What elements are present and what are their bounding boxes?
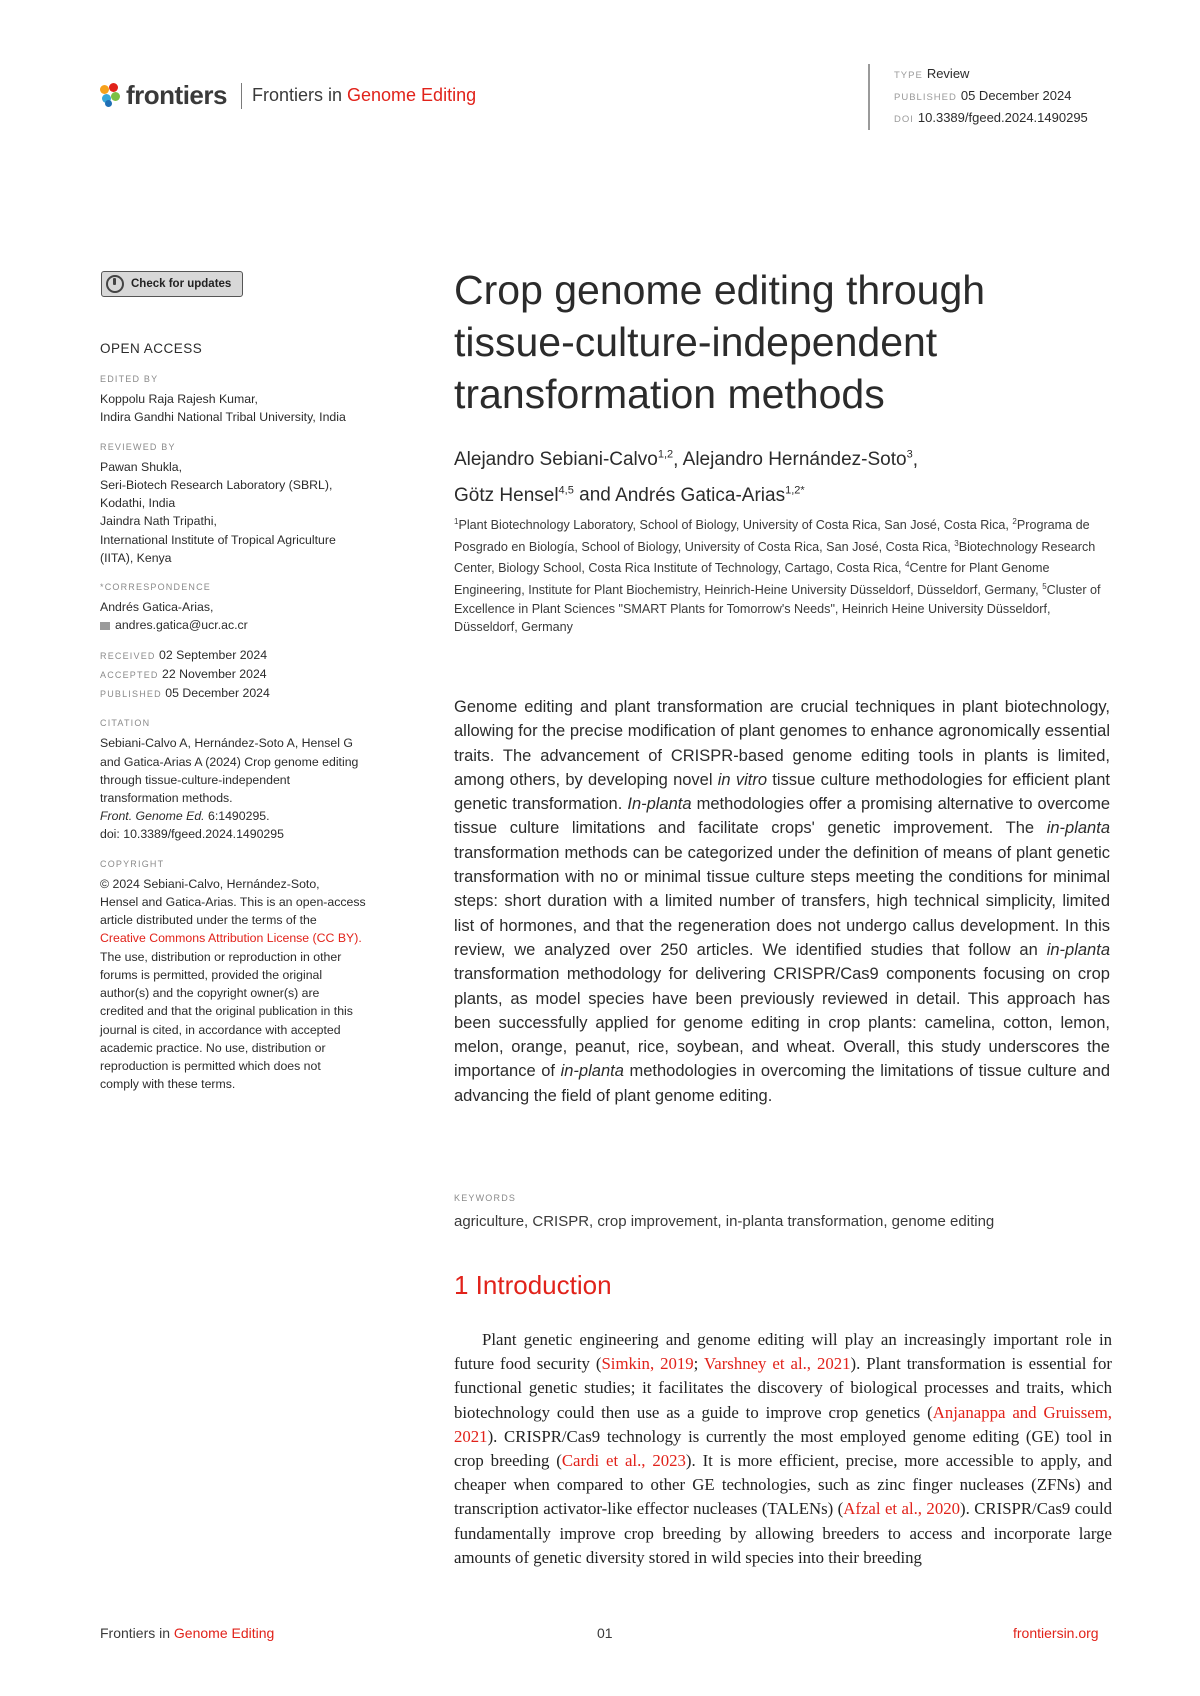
citation-link[interactable]: Simkin, 2019 (601, 1354, 694, 1374)
abstract-text: tissue culture methodologies for efficient plant genetic transformation. (454, 770, 1110, 814)
abstract-text: transformation methodology for delivering CRISPR/Cas9 components focusing on crop plants, as model species have been previously reviewed in detail. This approach has been successfully applied for genome editing in crop plants: camelina, cotton, lemon, melon, orange, peanut, rice, soybean, and wheat. Overall, this study underscores the importance of (454, 965, 1110, 1081)
logo-divider (241, 83, 242, 109)
keywords-label: KEYWORDS (454, 1193, 517, 1203)
author[interactable]: Andrés Gatica-Arias$^{1,2*}$ (615, 484, 805, 506)
abstract (454, 695, 1110, 1108)
abstract-text: transformation methods can be categorized under the definition of means of plant genetic transformation with no or minimal tissue culture steps meeting the conditions for minimal steps: short duration with a limited number of transfers, high technical simplicity, limited list of hormones, and that the regeneration does not undergo callus development. In this review, we analyzed over 250 articles. We identified studies that follow an (454, 843, 1110, 959)
check-updates-button[interactable]: Check for updates (101, 271, 243, 297)
abstract-italic-term: in-planta (1046, 819, 1110, 838)
citation-link[interactable]: Anjanappa and Gruissem, 2021 (454, 1402, 1113, 1446)
author[interactable]: Alejandro Hernández-Soto$^3$ (682, 449, 913, 471)
email-icon (100, 622, 110, 630)
dates-block: RECEIVED 02 September 2024 ACCEPTED 22 November 2024 PUBLISHED 05 December 2024 (100, 647, 270, 701)
intro-text: Plant genetic engineering and genome editing will play an increasingly important role in future food security ( (454, 1330, 1112, 1374)
correspondence-email[interactable]: andres.gatica@ucr.ac.cr (100, 616, 405, 634)
intro-text: ). It is more efficient, precise, more accessible to apply, and cheaper when compared to other GE technologies, such as zinc finger nucleases (ZFNs) and transcription activator-like effector nucleases (TALENs) ( (454, 1451, 1112, 1519)
license-link[interactable]: Creative Commons Attribution License (CC BY). (100, 931, 362, 946)
citation-link[interactable]: Afzal et al., 2020 (843, 1499, 960, 1519)
author[interactable]: Alejandro Sebiani-Calvo$^{1,2}$ (454, 449, 674, 471)
sidebar-info (100, 370, 405, 1104)
frontiers-logo-icon (100, 83, 122, 109)
footer-journal[interactable]: Frontiers in Genome Editing (100, 1625, 275, 1641)
doi[interactable]: 10.3389/fgeed.2024.1490295 (917, 110, 1088, 125)
intro-text: ). Plant transformation is essential for functional genetic studies; it facilitates the discovery of biological processes and traits, which biotechnology could then use as a guide to improve crop genetics ( (454, 1354, 1112, 1422)
frontiers-logo-text[interactable]: frontiers (126, 80, 227, 110)
affiliations: $^1$Plant Biotechnology Laboratory, School of Biology, University of Costa Rica, San José, Costa Rica, $^2$Programa de Posgrado en Biología, School of Biology, University of Costa Rica, San José, Costa Rica, $^3$Biotechnology Research Center, Biology School, Costa Rica Institute of Technology, Cartago, Costa Rica, $^4$Centre for Plant Genome Engineering, Institute for Plant Biochemistry, Heinrich-Heine University Düsseldorf, Düsseldorf, Germany, $^5$Cluster of Excellence in Plant Sciences "SMART Plants for Tomorrow's Needs", Heinrich Heine University Düsseldorf, Düsseldorf, Germany (454, 517, 1101, 635)
abstract-text: methodologies offer a promising alternative to overcome tissue culture limitations and facilitate crops' genetic improvement. The (454, 795, 1111, 838)
reviewed-by-block: REVIEWED BY Pawan Shukla, Seri-Biotech Research Laboratory (SBRL), Kodathi, India Jaindra Nath Tripathi, International Institute of Tropical Agriculture (IITA), Kenya (100, 441, 336, 565)
intro-paragraph (454, 1328, 1112, 1570)
abstract-text: methodologies in overcoming the limitations of tissue culture and advancing the field of plant genome editing. (454, 1062, 1110, 1105)
journal-header (100, 80, 476, 111)
citation-link[interactable]: Varshney et al., 2021 (704, 1354, 851, 1374)
author[interactable]: Götz Hensel$^{4,5}$ (454, 484, 574, 506)
edited-by-block: EDITED BY Koppolu Raja Rajesh Kumar, Indira Gandhi National Tribal University, India (100, 374, 346, 425)
check-updates-icon (106, 275, 124, 293)
intro-text: ). CRISPR/Cas9 technology is currently the most employed genome editing (GE) tool in crop breeding ( (454, 1426, 1112, 1471)
section-heading: 1 Introduction (454, 1270, 612, 1300)
keywords: agriculture, CRISPR, crop improvement, in-planta transformation, genome editing (454, 1213, 995, 1230)
correspondence-block: *CORRESPONDENCE Andrés Gatica-Arias, andres.gatica@ucr.ac.cr (100, 578, 405, 635)
abstract-italic-term: in-planta (560, 1062, 624, 1081)
article-title: Crop genome editing through tissue-culture-independent transformation methods (454, 267, 986, 417)
author-list: Alejandro Sebiani-Calvo$^{1,2}$, Alejandro Hernández-Soto$^3$, Götz Hensel$^{4,5}$ and Andrés Gatica-Arias$^{1,2*}$ (454, 449, 918, 506)
intro-text: ). CRISPR/Cas9 could fundamentally improve crop breeding by allowing breeders to access and incorporate large amounts of genetic diversity stored in wild species into their breeding (454, 1499, 1113, 1567)
abstract-text: Genome editing and plant transformation are crucial techniques in plant biotechnology, allowing for the precise modification of plant genomes to enhance agronomically essential traits. The advancement of CRISPR-based genome editing tools in plants is limited, among others, by developing novel (454, 698, 1110, 789)
citation-link[interactable]: Cardi et al., 2023 (561, 1451, 686, 1471)
page-number: 01 (597, 1625, 613, 1641)
article-meta: TYPE Review PUBLISHED 05 December 2024 DOI 10.3389/fgeed.2024.1490295 (868, 64, 1088, 130)
abstract-italic-term: In-planta (627, 795, 692, 814)
journal-name[interactable]: Frontiers in Genome Editing (251, 85, 477, 105)
published-date: 05 December 2024 (960, 88, 1072, 103)
open-access-label: OPEN ACCESS (100, 341, 203, 356)
citation-block: CITATION Sebiani-Calvo A, Hernández-Soto A, Hensel G and Gatica-Arias A (2024) Crop genome editing through tissue-culture-independent transformation methods. Front. Genome Ed. 6:1490295. doi: 10.3389/fgeed.2024.1490295 (100, 718, 359, 842)
intro-text: ; (693, 1354, 704, 1374)
abstract-italic-term: in vitro (717, 770, 768, 789)
copyright-block: COPYRIGHT © 2024 Sebiani-Calvo, Hernández-Soto, Hensel and Gatica-Arias. This is an open-access article distributed under the terms of the Creative Commons Attribution License (CC BY). The use, distribution or reproduction in other forums is permitted, provided the original author(s) and the copyright owner(s) are credited and that the original publication in this journal is cited, in accordance with accepted academic practice. No use, distribution or reproduction is permitted which does not comply with these terms. (100, 855, 405, 1094)
article-type: Review (926, 66, 970, 81)
footer-site-link[interactable]: frontiersin.org (1013, 1625, 1099, 1641)
abstract-italic-term: in-planta (1046, 940, 1110, 959)
